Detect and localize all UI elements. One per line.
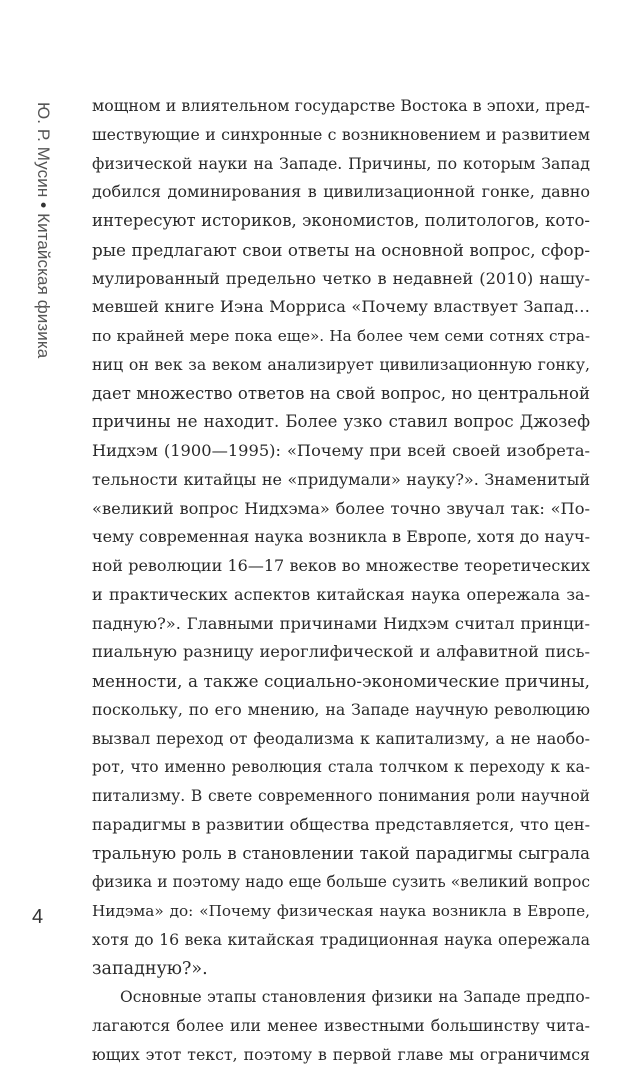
running-head-book-title: Китайская физика [34, 213, 53, 359]
text-line: Нидхэм (1900—1995): «Почему при всей своей изобрета- [92, 441, 590, 460]
text-line: мевшей книге Иэна Морриса «Почему властвует Запад… [92, 297, 590, 317]
text-line: вызвал переход от феодализма к капитализму, а не наобо- [92, 728, 590, 748]
text-line: по крайней мере пока еще». На более чем семи сотнях стра- [92, 327, 590, 345]
text-line: мощном и влиятельном государстве Востока в эпохи, пред- [92, 96, 590, 115]
text-line: добился доминирования в цивилизационной гонке, давно [92, 182, 590, 202]
text-line: ниц он век за веком анализирует цивилизационную гонку, [92, 354, 590, 374]
text-line: причины не находит. Более узко ставил вопрос Джозеф [92, 412, 590, 432]
page-number: 4 [32, 906, 44, 928]
text-line: ющих этот текст, поэтому в первой главе мы ограничимся [92, 1044, 590, 1064]
text-line: Основные этапы становления физики на Западе предпо- [120, 988, 590, 1007]
text-line: лагаются более или менее известными большинству чита- [92, 1016, 590, 1035]
text-line: пиальную разницу иероглифической и алфавитной пись- [92, 642, 590, 662]
text-line: тельности китайцы не «придумали» науку?». Знаменитый [92, 469, 590, 489]
paragraph [92, 983, 590, 1069]
text-line: физической науки на Западе. Причины, по которым Запад [92, 153, 590, 173]
text-line: хотя до 16 века китайская традиционная наука опережала [92, 929, 590, 949]
text-line: дает множество ответов на свой вопрос, но центральной [92, 383, 590, 403]
text-line: питализму. В свете современного понимания роли научной [92, 787, 590, 805]
text-line: «великий вопрос Нидхэма» более точно звучал так: «По- [92, 498, 590, 518]
text-line: мулированный предельно четко в недавней (2010) нашу- [92, 268, 590, 288]
running-head-separator: • [34, 202, 53, 209]
text-line: физика и поэтому надо еще больше сузить «великий вопрос [92, 873, 590, 892]
text-line: менности, а также социально-экономические причины, [92, 671, 590, 691]
text-line: чему современная наука возникла в Европе, хотя до науч- [92, 527, 590, 547]
text-line: парадигмы в развитии общества представляется, что цен- [92, 814, 590, 834]
text-line: и практических аспектов китайская наука опережала за- [92, 584, 590, 604]
text-line: рот, что именно революция стала толчком к переходу к ка- [92, 758, 590, 777]
text-line: рые предлагают свои ответы на основной вопрос, сфор- [92, 239, 590, 260]
text-line: поскольку, по его мнению, на Западе научную революцию [92, 699, 590, 719]
text-line: падную?». Главными причинами Нидхэм считал принци- [92, 613, 590, 633]
text-line: ной революции 16—17 веков во множестве теоретических [92, 556, 590, 575]
text-line: западную?». [92, 958, 208, 979]
paragraph [92, 92, 590, 983]
text-line: тральную роль в становлении такой парадигмы сыграла [92, 843, 590, 863]
text-line: интересуют историков, экономистов, политологов, кото- [92, 211, 590, 230]
running-head [33, 102, 53, 358]
body-text [92, 92, 590, 1070]
text-line: шествующие и синхронные с возникновением и развитием [92, 124, 590, 144]
running-head-author: Ю. Р. Мусин [34, 102, 53, 198]
text-line: Нидэма» до: «Почему физическая наука возникла в Европе, [92, 902, 590, 920]
